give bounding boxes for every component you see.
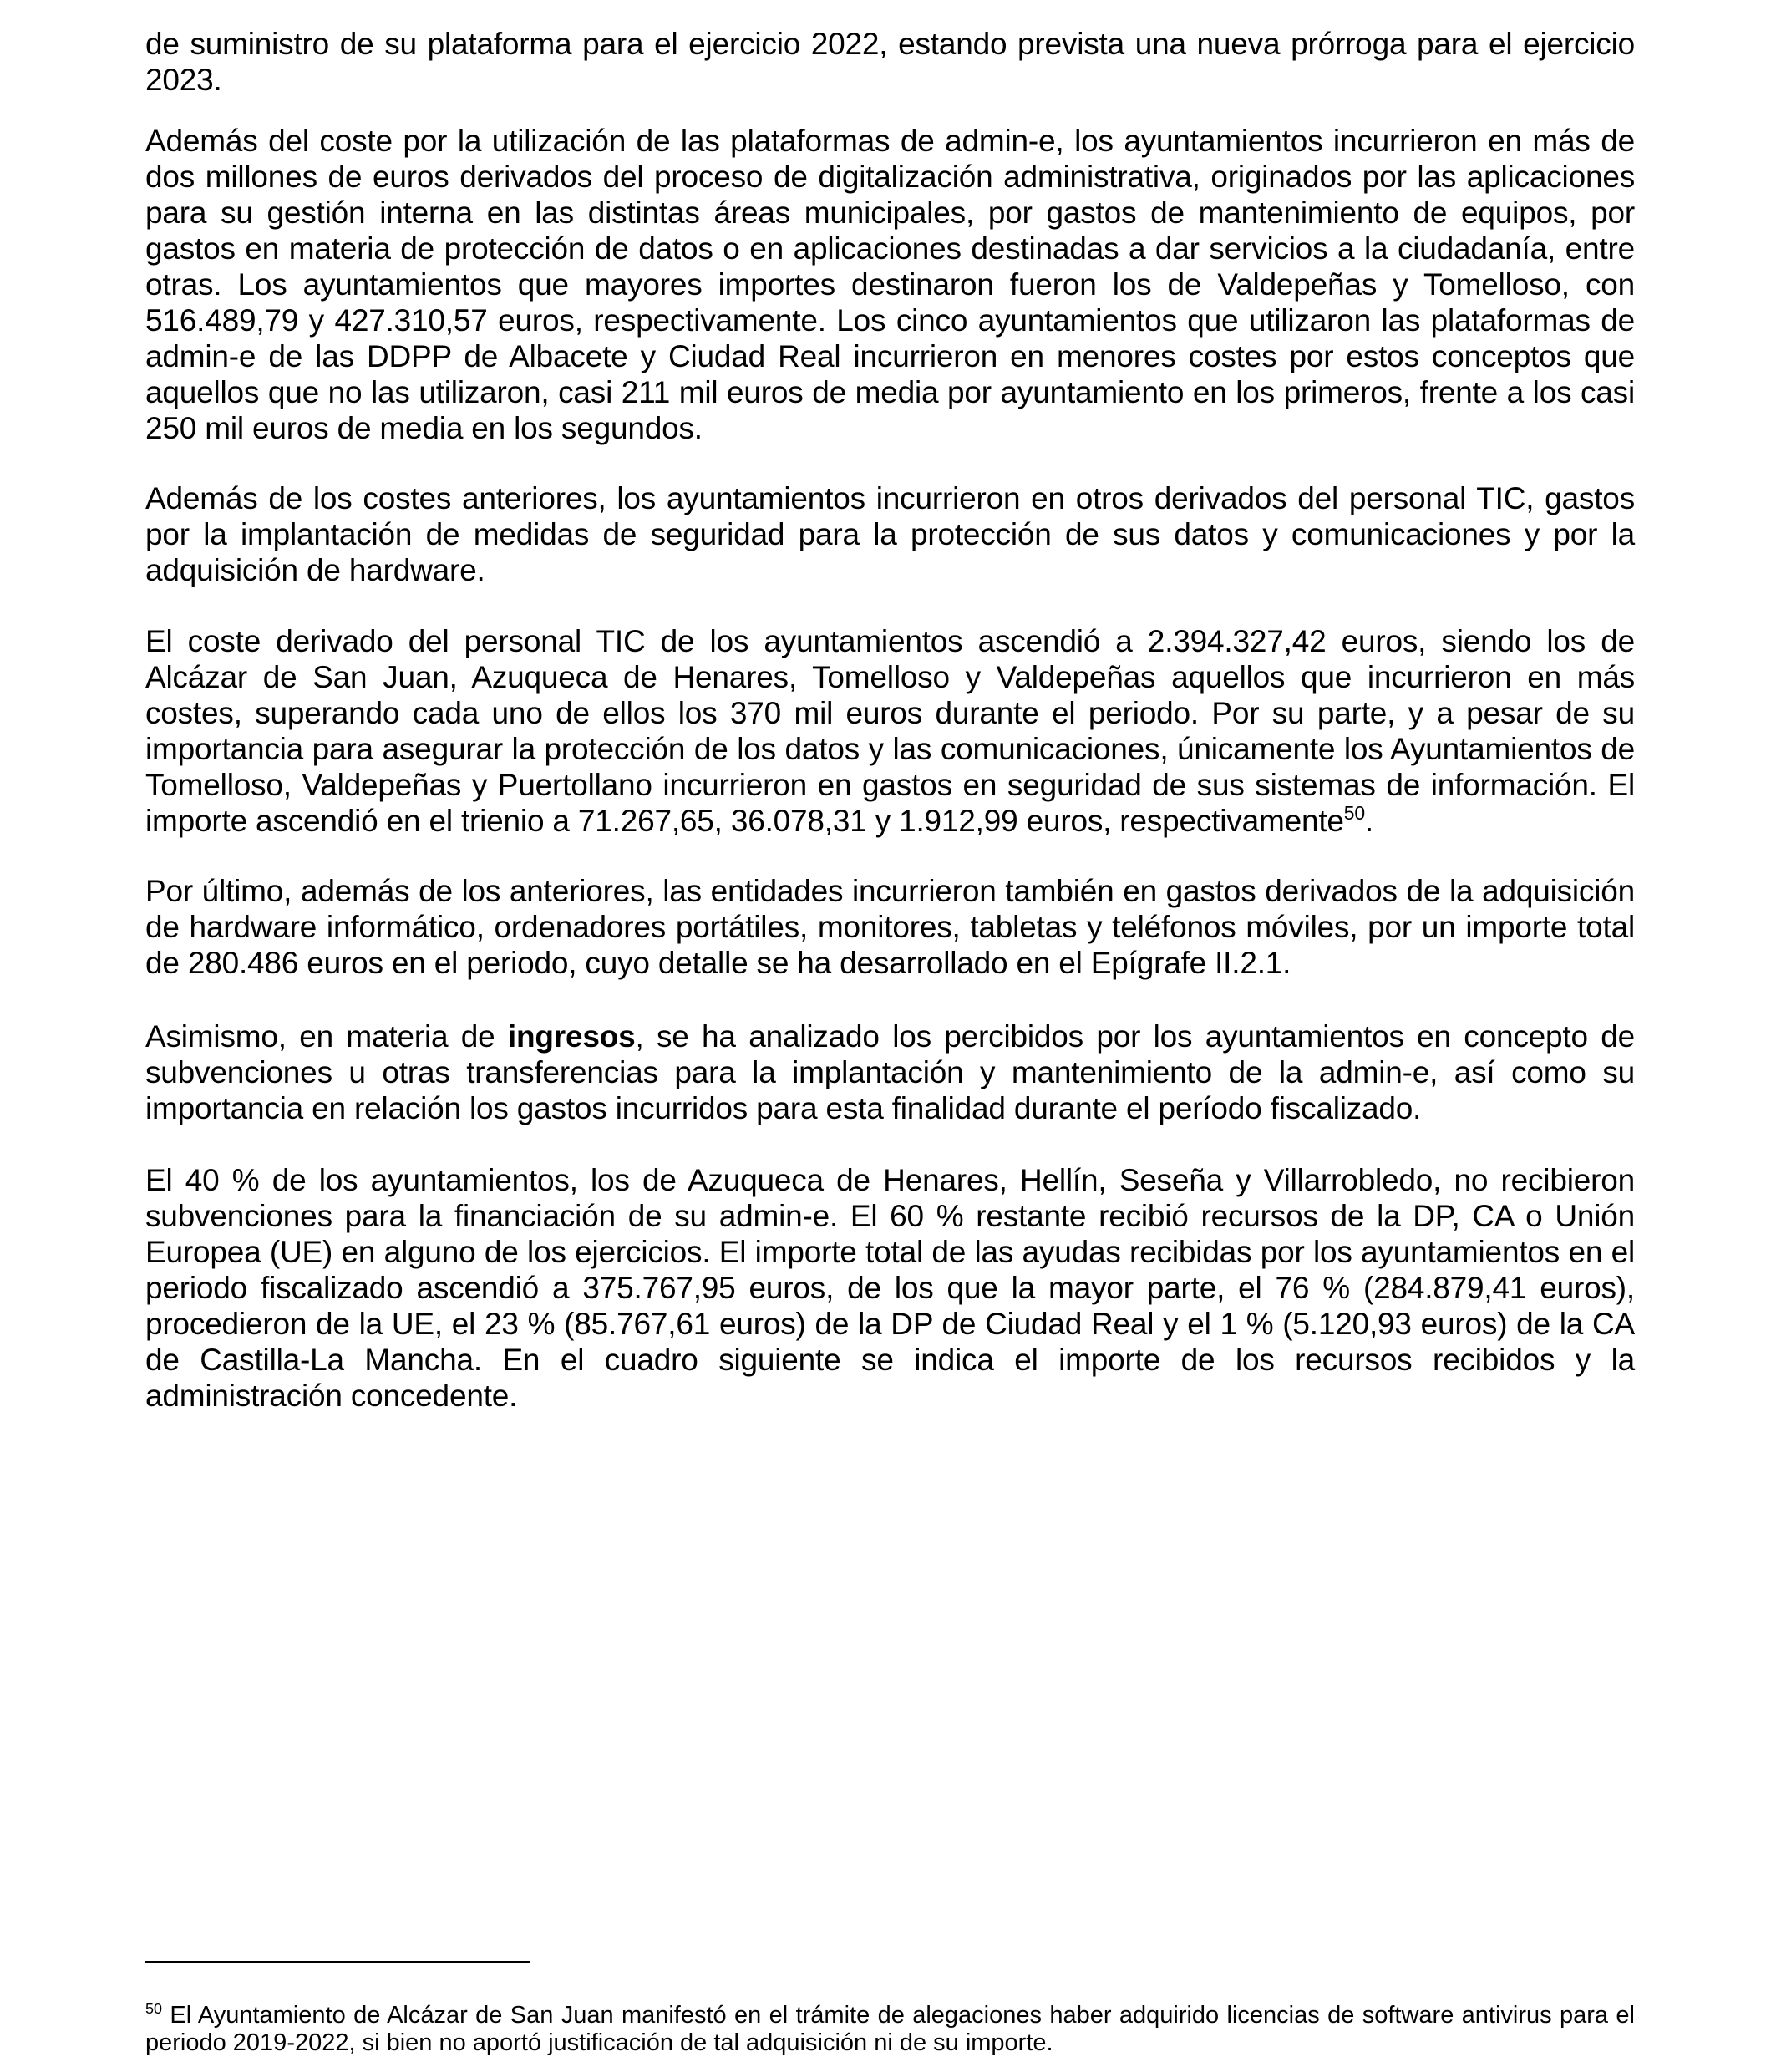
paragraph-text-start: Asimismo, en materia de [145,1019,508,1054]
footnote-separator [145,1961,530,1963]
paragraph-text-end: , se ha analizado los percibidos por los ayuntamientos en concepto de subvenciones u otras transferencias para la implantación y mantenimiento de la admin-e, así como su importancia en relación los gastos incurridos para esta finalidad durante el período fiscalizado. [145,1019,1636,1125]
paragraph-other-costs [145,480,1635,588]
paragraph-income-analysis [145,1018,1635,1126]
paragraph-text-end: . [1364,804,1373,838]
paragraph-tic-personnel-costs [145,623,1635,839]
bold-term-ingresos: ingresos [507,1019,636,1054]
paragraph-text: Por último, además de los anteriores, las entidades incurrieron también en gastos derivados de la adquisición de hardware informático, ordenadores portátiles, monitores, tabletas y teléfonos móviles, por un importe total de 280.486 euros en el periodo, cuyo detalle se ha desarrollado en el Epígrafe II.2.1. [145,874,1635,980]
paragraph-text: Además del coste por la utilización de las plataformas de admin-e, los ayuntamientos incurrieron en más de dos millones de euros derivados del proceso de digitalización administrativa, originados por las aplicaciones para su gestión interna en las distintas áreas municipales, por gastos de mantenimiento de equipos, por gastos en materia de protección de datos o en aplicaciones destinadas a dar servicios a la ciudadanía, entre otras. Los ayuntamientos que mayores importes destinaron fueron los de Valdepeñas y Tomelloso, con 516.489,79 y 427.310,57 euros, respectivamente. Los cinco ayuntamientos que utilizaron las plataformas de admin-e de las DDPP de Albacete y Ciudad Real incurrieron en menores costes por estos conceptos que aquellos que no las utilizaron, casi 211 mil euros de media por ayuntamiento en los primeros, frente a los casi 250 mil euros de media en los segundos. [145,124,1635,445]
paragraph-text: Además de los costes anteriores, los ayuntamientos incurrieron en otros derivados del personal TIC, gastos por la implantación de medidas de seguridad para la protección de sus datos y comunicaciones y por la adquisición de hardware. [145,481,1635,587]
paragraph-subsidies [145,1162,1635,1414]
footnote-number: 50 [145,1999,162,2017]
paragraph-platform-extension [145,26,1635,98]
paragraph-digitalization-costs [145,123,1635,446]
paragraph-text: El coste derivado del personal TIC de los ayuntamientos ascendió a 2.394.327,42 euros, siendo los de Alcázar de San Juan, Azuqueca de Henares, Tomelloso y Valdepeñas aquellos que incurrieron en más costes, superando cada uno de ellos los 370 mil euros durante el periodo. Por su parte, y a pesar de su importancia para asegurar la protección de los datos y las comunicaciones, únicamente los Ayuntamientos de Tomelloso, Valdepeñas y Puertollano incurrieron en gastos en seguridad de sus sistemas de información. El importe ascendió en el trienio a 71.267,65, 36.078,31 y 1.912,99 euros, respectivamente [145,624,1635,838]
paragraph-text: El 40 % de los ayuntamientos, los de Azuqueca de Henares, Hellín, Seseña y Villarrobledo, no recibieron subvenciones para la financiación de su admin-e. El 60 % restante recibió recursos de la DP, CA o Unión Europea (UE) en alguno de los ejercicios. El importe total de las ayudas recibidas por los ayuntamientos en el periodo fiscalizado ascendió a 375.767,95 euros, de los que la mayor parte, el 76 % (284.879,41 euros), procedieron de la UE, el 23 % (85.767,61 euros) de la DP de Ciudad Real y el 1 % (5.120,93 euros) de la CA de Castilla-La Mancha. En el cuadro siguiente se indica el importe de los recursos recibidos y la administración concedente. [145,1163,1635,1413]
footnote-reference[interactable]: 50 [1343,801,1365,824]
paragraph-hardware-costs [145,873,1635,981]
footnote-text: El Ayuntamiento de Alcázar de San Juan manifestó en el trámite de alegaciones haber adquirido licencias de software antivirus para el periodo 2019-2022, si bien no aportó justificación de tal adquisición ni de su importe. [145,2002,1635,2056]
footnote-50 [145,1999,1635,2057]
paragraph-text: de suministro de su plataforma para el ejercicio 2022, estando prevista una nueva prórroga para el ejercicio 2023. [145,27,1635,97]
